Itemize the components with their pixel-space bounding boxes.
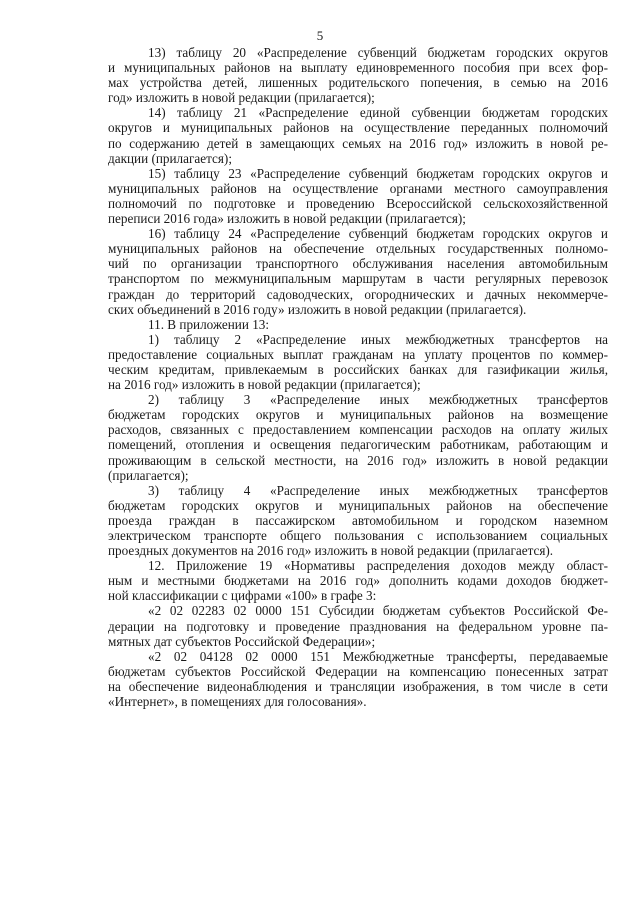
text-line: мах устройства детей, лишенных родительского попечения, в семью на 2016 — [108, 75, 608, 91]
text-line: дакции (прилагается); — [108, 150, 232, 166]
text-line: бюджетам субъектов Российской Федерации на компенсацию понесенных затрат — [108, 663, 608, 679]
text-line: бюджетам городских округов и муниципальных районов на возмещение — [108, 407, 608, 423]
text-line: «Интернет», в помещениях для голосования». — [108, 694, 367, 710]
text-line: 3) таблицу 4 «Распределение иных межбюджетных трансфертов — [148, 482, 608, 498]
text-line: ным и местными бюджетами на 2016 год» дополнить кодами доходов бюджет- — [108, 573, 608, 589]
text-line: на обеспечение видеонаблюдения и трансляции изображения, в том числе в сети — [108, 678, 608, 694]
text-line: округов и муниципальных районов на осуществление переданных полномочий — [108, 120, 608, 136]
text-line: переписи 2016 года» изложить в новой редакции (прилагается); — [108, 211, 466, 227]
text-line: муниципальных районов на осуществление органами местного самоуправления — [108, 180, 608, 196]
text-line: 1) таблицу 2 «Распределение иных межбюджетных трансфертов на — [148, 331, 608, 347]
text-line: на 2016 год» изложить в новой редакции (прилагается); — [108, 377, 421, 393]
text-line: полномочий по подготовке и проведению Всероссийской сельскохозяйственной — [108, 195, 608, 211]
text-line: проездных документов на 2016 год» изложить в новой редакции (прилагается). — [108, 543, 554, 559]
text-line: ческим кредитам, привлекаемым в российских банках для газификации жилья, — [108, 361, 608, 377]
text-line: год» изложить в новой редакции (прилагается); — [108, 90, 375, 106]
text-line: электрическом транспорте общего пользования с использованием социальных — [108, 528, 608, 543]
text-line: «2 02 02283 02 0000 151 Субсидии бюджетам субъектов Российской Фе- — [148, 603, 608, 619]
text-line: помещений, отопления и освещения педагогическим работникам, работающим и — [108, 437, 608, 453]
text-line: 2) таблицу 3 «Распределение иных межбюджетных трансфертов — [148, 392, 608, 408]
text-line: по содержанию детей в замещающих семьях на 2016 год» изложить в новой ре- — [108, 135, 608, 151]
text-line: (прилагается); — [108, 467, 189, 483]
text-line: транспортом по межмуниципальным маршрутам в части регулярных перевозок — [108, 271, 608, 287]
text-line: расходов, связанных с предоставлением компенсации расходов на оплату жилых — [108, 422, 608, 438]
text-line: 12. Приложение 19 «Нормативы распределения доходов между област- — [148, 558, 608, 574]
text-line: ских объединений в 2016 году» изложить в новой редакции (прилагается). — [108, 301, 527, 317]
text-line: граждан до территорий садоводческих, огороднических и дачных некоммерче- — [108, 286, 608, 302]
text-line: и муниципальных районов на выплату единовременного пособия при всех фор- — [108, 60, 608, 76]
text-line: дерации на подготовку и проведение празднования на федеральном уровне па- — [108, 618, 608, 634]
text-line: предоставление социальных выплат гражданам на уплату процентов по коммер- — [108, 346, 608, 362]
text-line: ной классификации с цифрами «100» в графе 3: — [108, 588, 377, 604]
text-line: мятных дат субъектов Российской Федерации»; — [108, 633, 376, 649]
text-line: муниципальных районов на обеспечение отдельных государственных полномо- — [108, 241, 608, 257]
text-line: проезда граждан в пассажирском автомобильном и городском наземном — [108, 512, 608, 528]
text-line: 15) таблицу 23 «Распределение субвенций бюджетам городских округов и — [148, 165, 608, 181]
text-line: «2 02 04128 02 0000 151 Межбюджетные трансферты, передаваемые — [148, 648, 608, 664]
text-line: чий по организации транспортного обслуживания населения автомобильным — [108, 256, 608, 272]
text-line: 16) таблицу 24 «Распределение субвенций бюджетам городских округов и — [148, 226, 608, 242]
document-body — [108, 45, 608, 709]
text-line: 11. В приложении 13: — [148, 316, 270, 332]
text-line: 14) таблицу 21 «Распределение единой субвенции бюджетам городских — [148, 105, 608, 121]
text-line: 13) таблицу 20 «Распределение субвенций бюджетам городских округов — [148, 45, 608, 60]
text-line: проживающим в сельской местности, на 2016 год» изложить в новой редакции — [108, 452, 608, 468]
page-number: 5 — [316, 28, 324, 43]
text-line: бюджетам городских округов и муниципальных районов на обеспечение — [108, 497, 608, 513]
